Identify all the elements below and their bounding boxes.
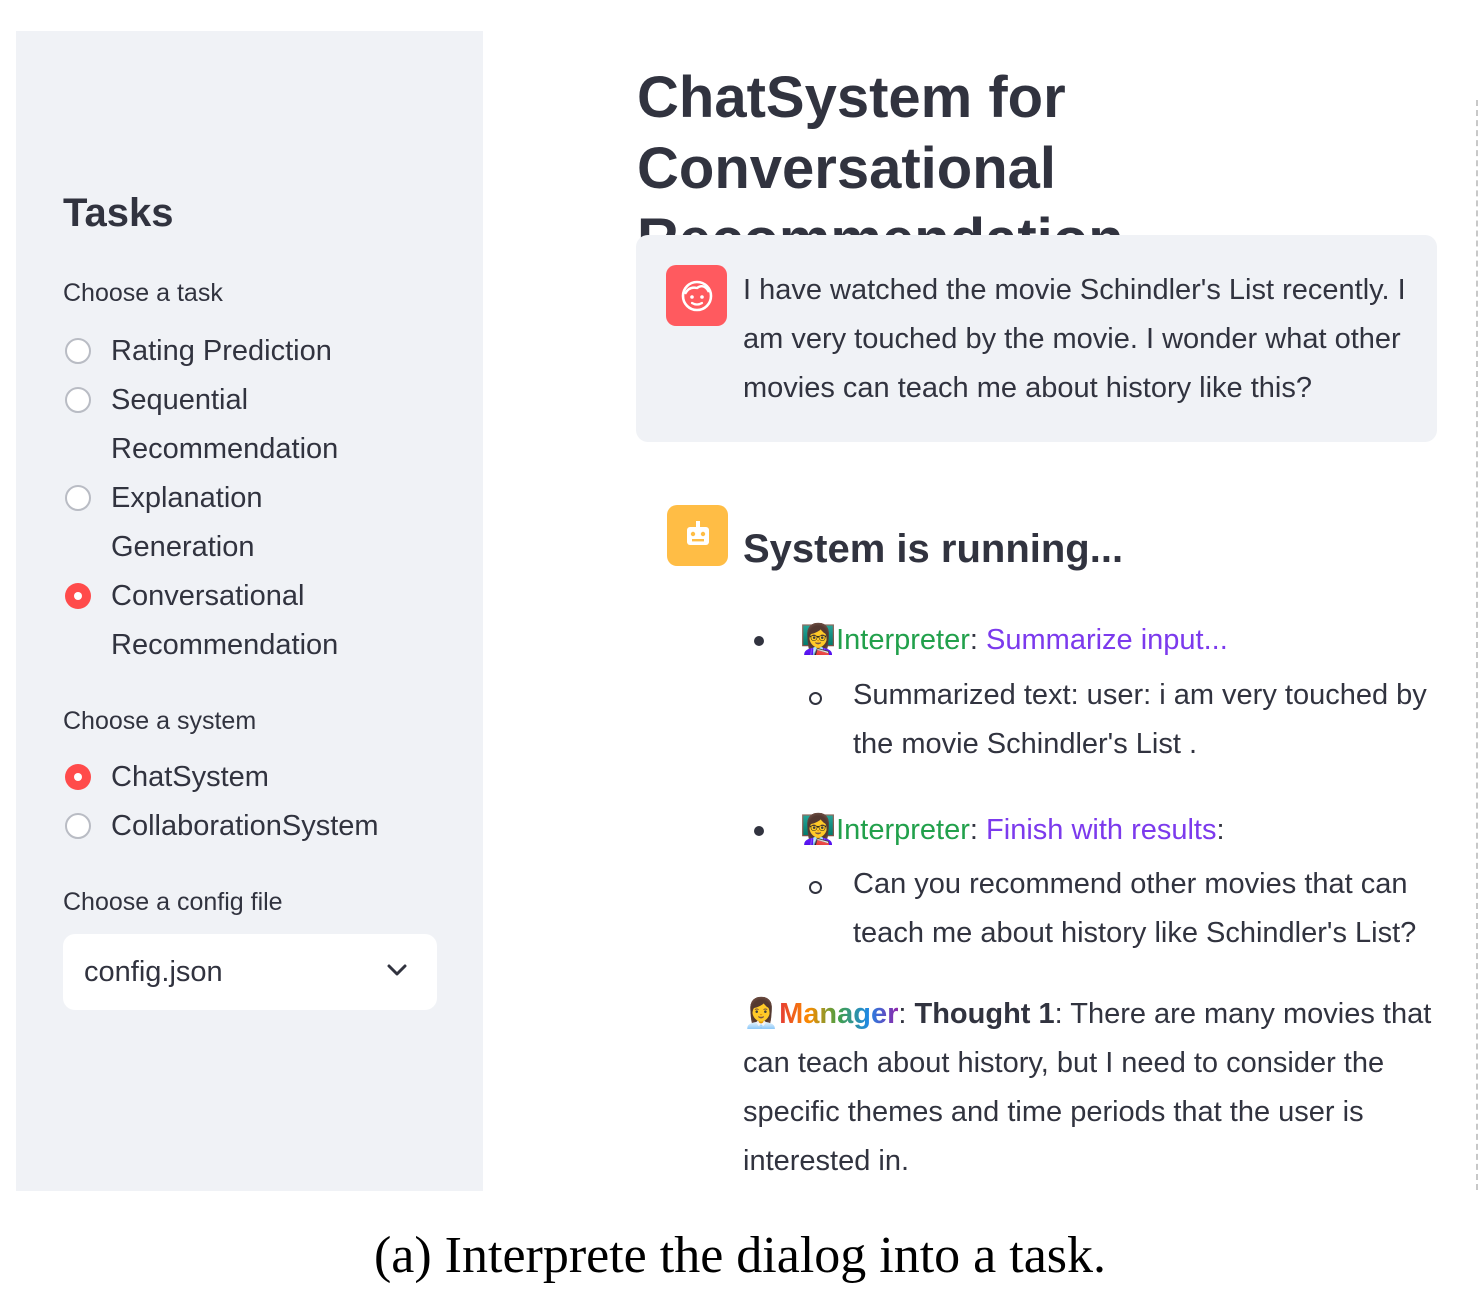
separator: : — [969, 624, 987, 656]
radio-label: ChatSystem — [111, 761, 269, 793]
agent-action: Finish with results — [986, 814, 1217, 846]
bullet-dot — [754, 826, 764, 836]
task-label: Choose a task — [63, 279, 223, 307]
figure-caption: (a) Interprete the dialog into a task. — [373, 1227, 1107, 1284]
radio-label: Explanation Generation — [111, 482, 263, 563]
radio-label: Conversational Recommendation — [111, 580, 339, 661]
step-2-detail: Can you recommend other movies that can teach me about history like Schindler's List? — [853, 868, 1417, 949]
bullet-dot — [754, 636, 764, 646]
radio-circle-selected — [65, 764, 91, 790]
manager-name: Manager — [779, 998, 899, 1030]
radio-label: Rating Prediction — [111, 335, 332, 367]
radio-rating-prediction[interactable] — [63, 327, 463, 376]
sub-bullet-ring — [809, 881, 822, 894]
agent-name: Interpreter — [836, 814, 970, 846]
radio-collaborationsystem[interactable] — [63, 802, 463, 851]
config-label: Choose a config file — [63, 888, 283, 916]
radio-circle — [65, 485, 91, 511]
step-2-line — [800, 806, 1440, 855]
radio-explanation-generation[interactable] — [63, 474, 463, 572]
face-icon — [666, 265, 727, 326]
robot-icon — [667, 505, 728, 566]
sidebar — [16, 31, 483, 1191]
page-title: ChatSystem for Conversational — [637, 65, 1066, 201]
config-select[interactable] — [63, 934, 437, 1010]
teacher-emoji-icon: 👩‍🏫 — [800, 814, 837, 846]
manager-emoji-icon: 👩‍💼 — [743, 998, 780, 1030]
agent-name: Interpreter — [836, 624, 970, 656]
radio-conversational-recommendation[interactable] — [63, 572, 463, 670]
user-message-text: I have watched the movie Schindler's List recently. I am very touched by the movie. I wonder what other movies can teach me about history like this? — [743, 274, 1406, 404]
separator: : — [969, 814, 987, 846]
manager-thought — [743, 990, 1433, 1186]
thought-label: Thought 1 — [914, 998, 1055, 1030]
radio-circle — [65, 813, 91, 839]
chevron-down-icon — [387, 963, 407, 982]
step-1-detail: Summarized text: user: i am very touched by the movie Schindler's List . — [853, 679, 1427, 760]
sub-bullet-ring — [809, 692, 822, 705]
thought-text: There are many movies that can teach about history, but I need to consider the specific themes and time periods that the user is interested in. — [743, 998, 1432, 1177]
task-radio-group — [63, 327, 463, 670]
radio-circle — [65, 387, 91, 413]
config-select-value: config.json — [84, 955, 223, 988]
radio-label: Sequential Recommendation — [111, 384, 339, 465]
scroll-divider — [1476, 100, 1478, 1190]
radio-chatsystem[interactable] — [63, 753, 463, 802]
separator: : — [898, 998, 915, 1030]
step-1-line — [800, 616, 1440, 665]
radio-label: CollaborationSystem — [111, 810, 379, 842]
radio-circle-selected — [65, 583, 91, 609]
agent-action: Summarize input... — [986, 624, 1228, 656]
radio-sequential-recommendation[interactable] — [63, 376, 463, 474]
radio-circle — [65, 338, 91, 364]
sidebar-title: Tasks — [63, 191, 174, 235]
system-radio-group — [63, 753, 463, 851]
suffix: : — [1216, 814, 1225, 846]
user-message — [636, 235, 1437, 442]
system-status-heading: System is running... — [743, 527, 1124, 571]
separator: : — [1054, 998, 1071, 1030]
teacher-emoji-icon: 👩‍🏫 — [800, 624, 837, 656]
system-label: Choose a system — [63, 707, 257, 735]
